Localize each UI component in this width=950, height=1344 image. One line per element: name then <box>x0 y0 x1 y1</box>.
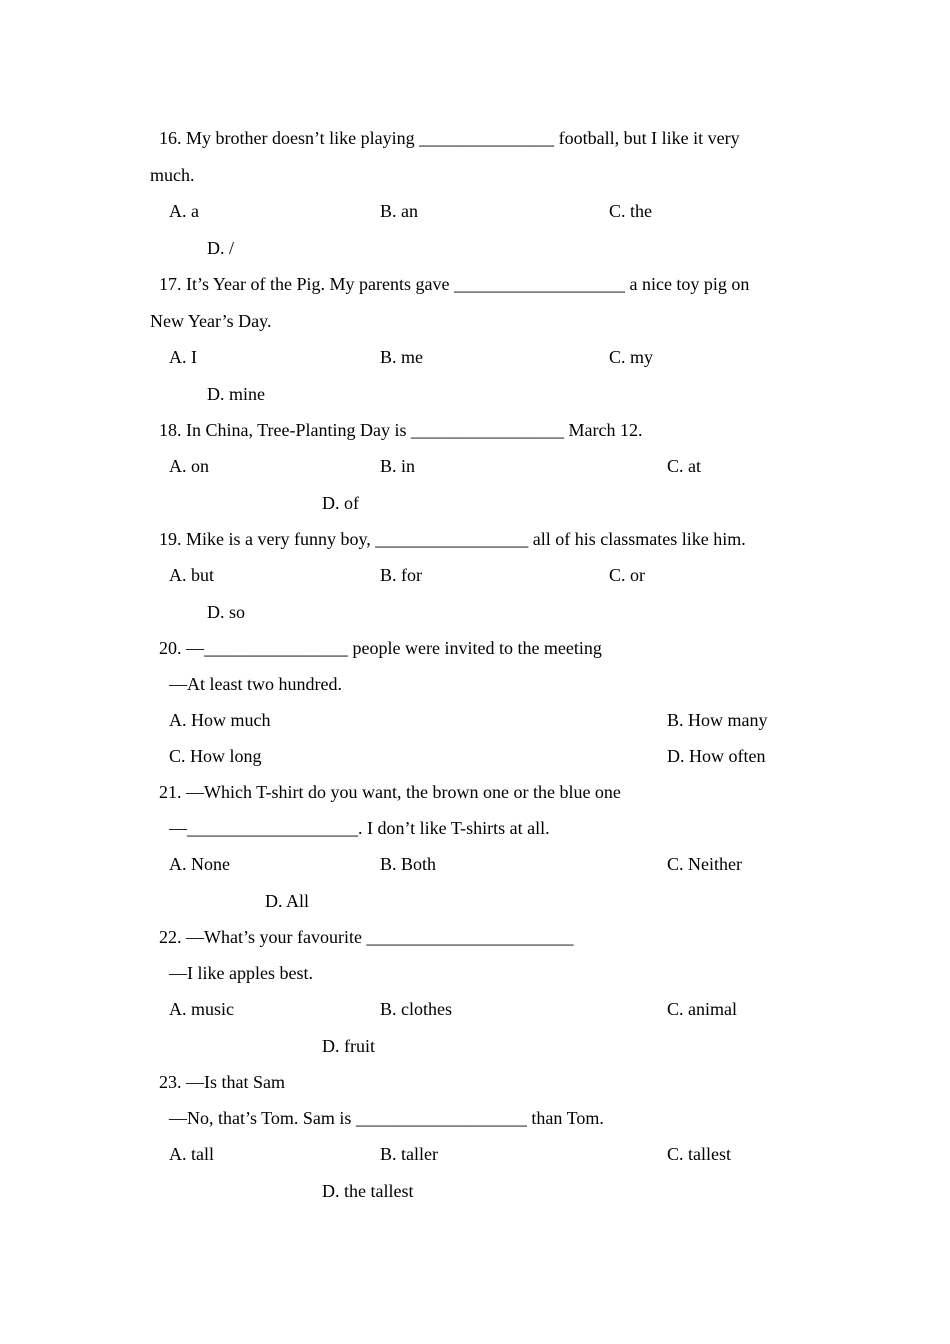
question-23-option-d: D. the tallest <box>322 1181 414 1201</box>
question-17-option-a: A. I <box>169 347 197 367</box>
question-19-stem: 19. Mike is a very funny boy, _________________ all of his classmates like him. <box>159 529 746 549</box>
question-20-option-c: C. How long <box>169 746 262 766</box>
question-22-option-d: D. fruit <box>322 1036 375 1056</box>
question-20-option-d: D. How often <box>667 746 766 766</box>
question-17-stem: 17. It’s Year of the Pig. My parents gave ___________________ a nice toy pig on <box>159 274 750 294</box>
question-19-option-d: D. so <box>207 602 246 622</box>
question-18-stem: 18. In China, Tree-Planting Day is _________________ March 12. <box>159 420 643 440</box>
question-18-option-b: B. in <box>380 456 416 476</box>
question-16-option-c: C. the <box>609 201 652 221</box>
question-20-option-b: B. How many <box>667 710 768 730</box>
question-16-stem-cont: much. <box>150 165 195 185</box>
question-20-answer-line: —At least two hundred. <box>169 674 342 694</box>
question-22-option-b: B. clothes <box>380 999 452 1019</box>
question-16-option-a: A. a <box>169 201 199 221</box>
question-18-option-a: A. on <box>169 456 209 476</box>
question-17-option-d: D. mine <box>207 384 265 404</box>
question-21-stem: 21. —Which T-shirt do you want, the brown one or the blue one <box>159 782 621 802</box>
question-23-option-b: B. taller <box>380 1144 438 1164</box>
question-21-option-a: A. None <box>169 854 230 874</box>
question-21-option-b: B. Both <box>380 854 437 874</box>
question-17-option-b: B. me <box>380 347 423 367</box>
question-16-stem: 16. My brother doesn’t like playing _______________ football, but I like it very <box>159 128 740 148</box>
question-22-option-a: A. music <box>169 999 234 1019</box>
question-22-option-c: C. animal <box>667 999 737 1019</box>
question-20-stem: 20. —________________ people were invited to the meeting <box>159 638 602 658</box>
question-19-option-b: B. for <box>380 565 422 585</box>
question-22-stem: 22. —What’s your favourite _______________________ <box>159 927 574 947</box>
question-17-option-c: C. my <box>609 347 654 367</box>
question-18-option-c: C. at <box>667 456 701 476</box>
question-17-stem-cont: New Year’s Day. <box>150 311 272 331</box>
question-16-option-d: D. / <box>207 238 234 258</box>
question-23-option-c: C. tallest <box>667 1144 731 1164</box>
question-16-option-b: B. an <box>380 201 418 221</box>
question-20-option-a: A. How much <box>169 710 271 730</box>
question-23-answer-line: —No, that’s Tom. Sam is ___________________ than Tom. <box>169 1108 604 1128</box>
question-21-option-c: C. Neither <box>667 854 742 874</box>
question-23-option-a: A. tall <box>169 1144 214 1164</box>
question-19-option-c: C. or <box>609 565 645 585</box>
question-21-option-d: D. All <box>265 891 310 911</box>
question-22-answer-line: —I like apples best. <box>169 963 313 983</box>
question-21-answer-line: —___________________. I don’t like T-shirts at all. <box>169 818 550 838</box>
question-18-option-d: D. of <box>322 493 359 513</box>
question-19-option-a: A. but <box>169 565 214 585</box>
question-23-stem: 23. —Is that Sam <box>159 1072 285 1092</box>
